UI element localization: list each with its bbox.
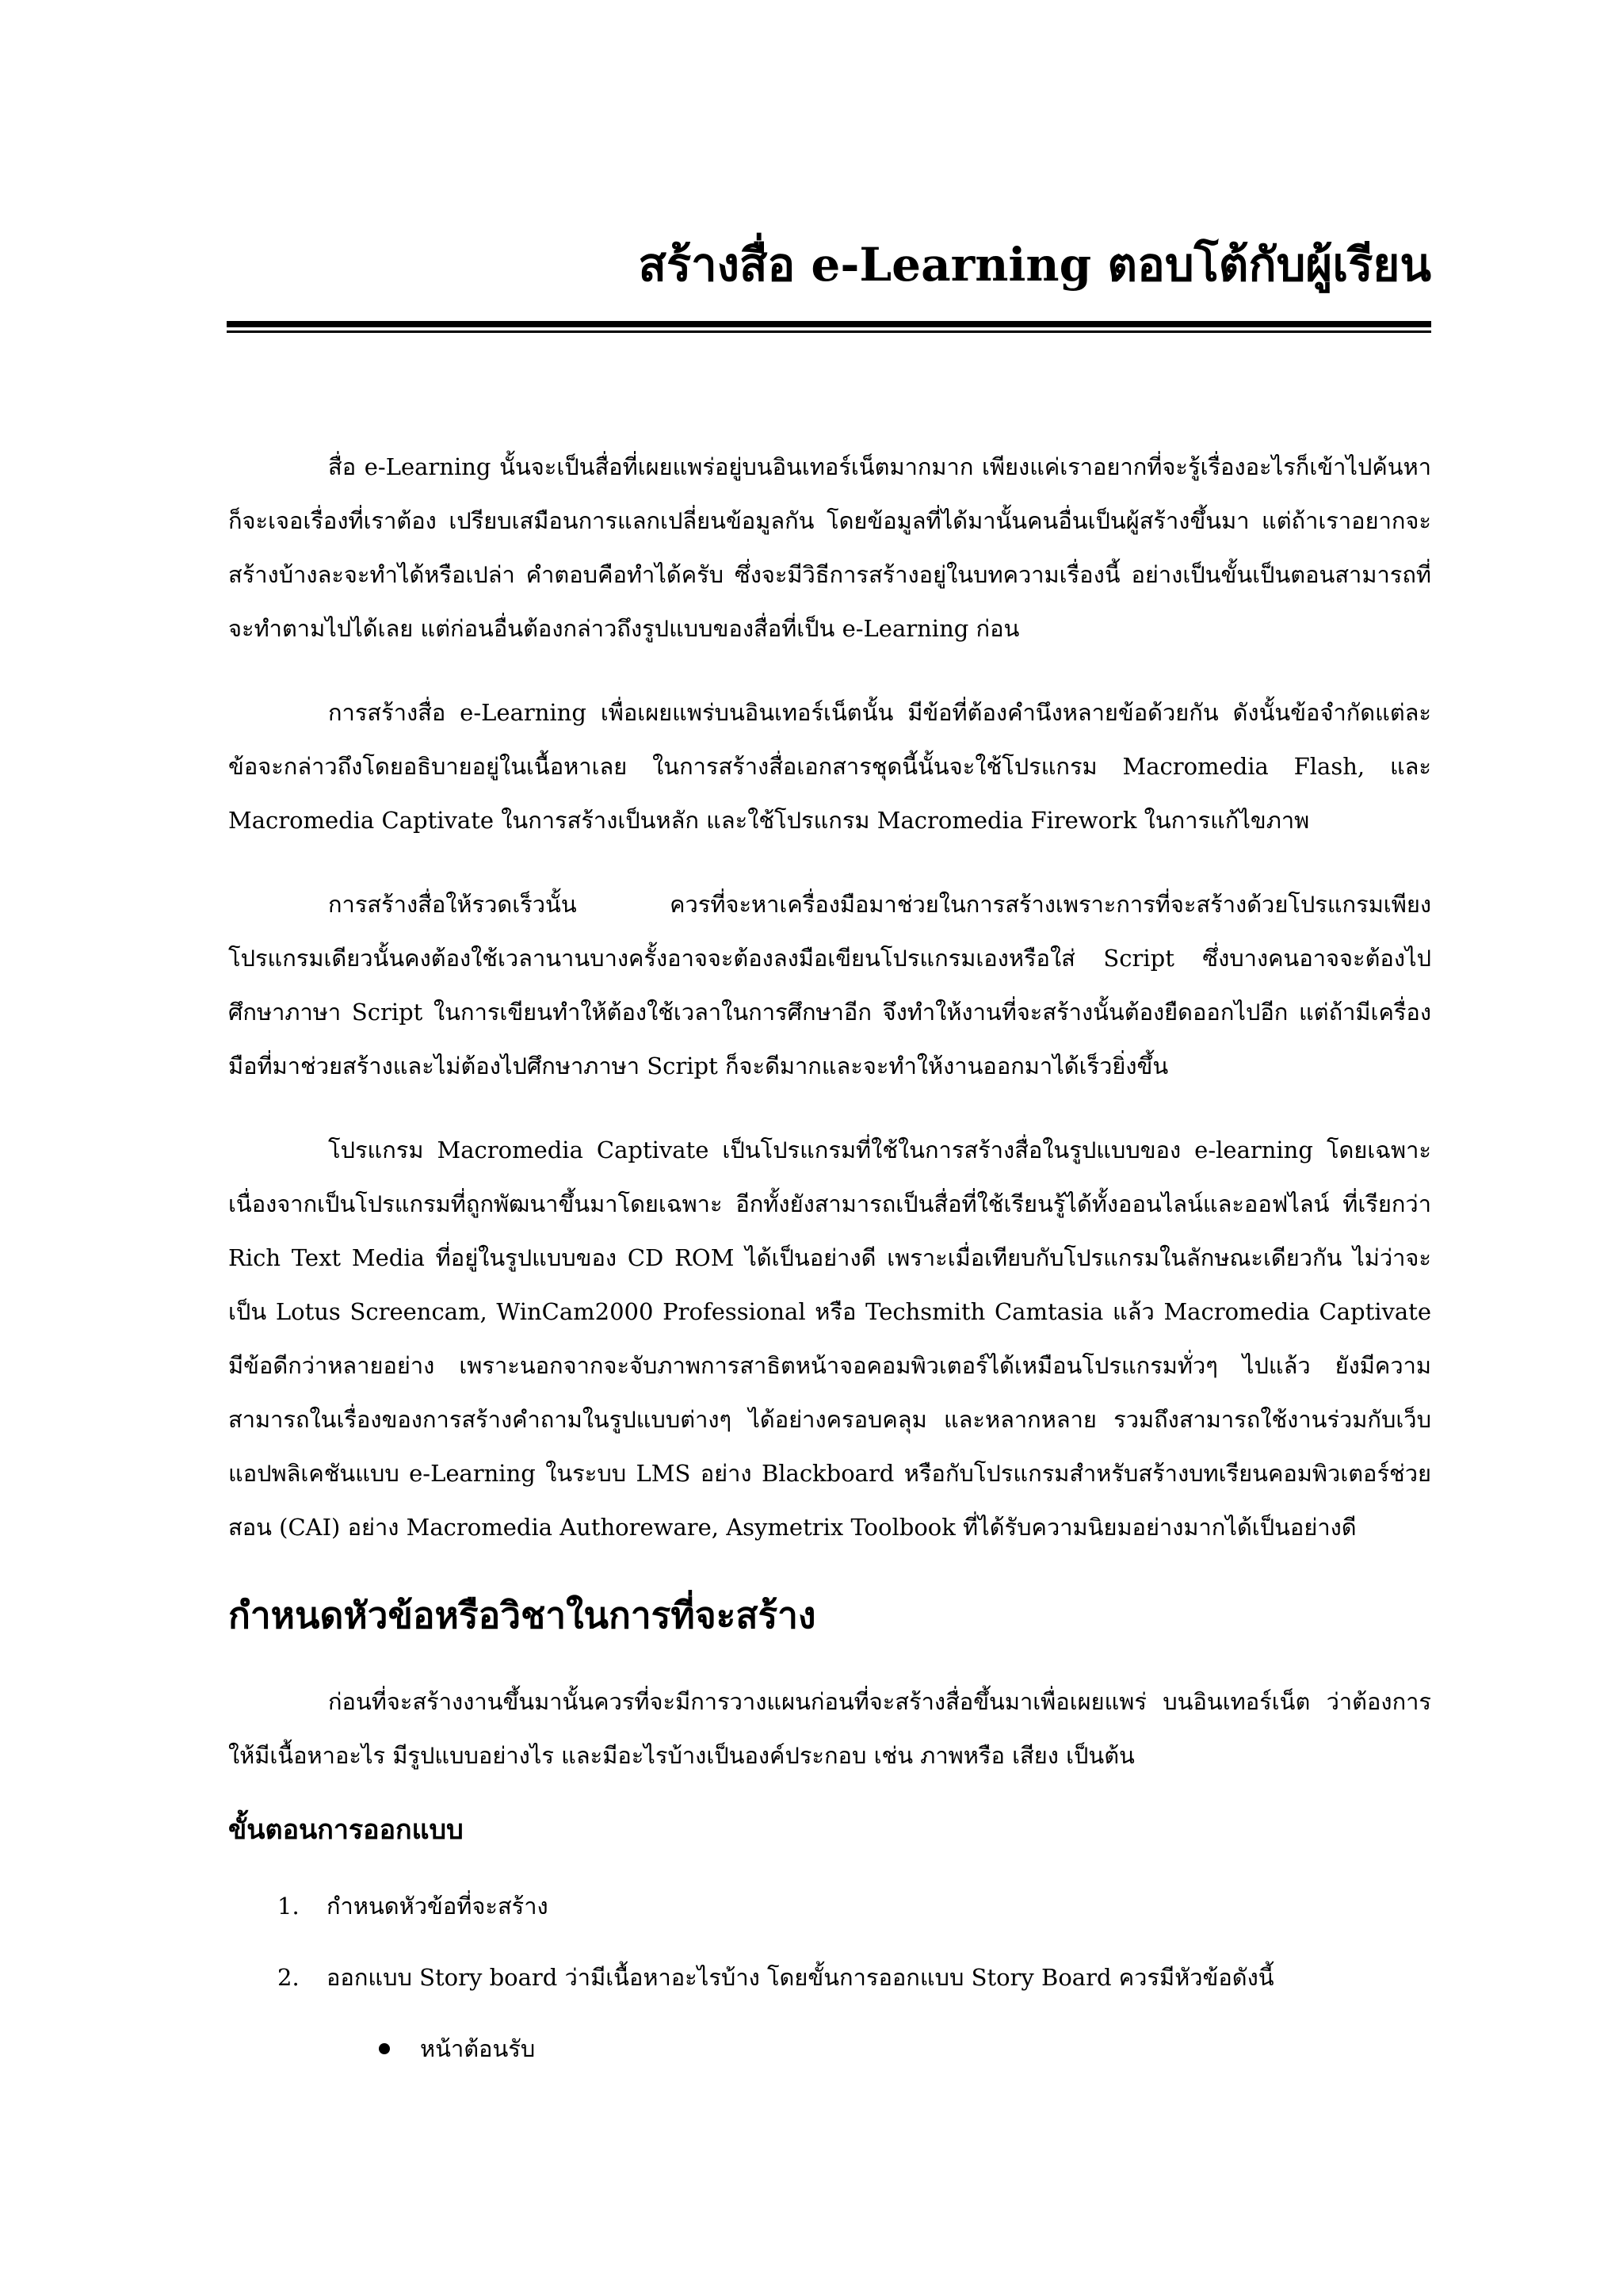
list-item bbox=[228, 1950, 1431, 2004]
document-body bbox=[228, 440, 1431, 2076]
list-item-text: กำหนดหัวข้อที่จะสร้าง bbox=[327, 1892, 548, 1920]
bullet-item-text: หน้าต้อนรับ bbox=[420, 2034, 536, 2062]
storyboard-topics-list bbox=[228, 2022, 1431, 2076]
list-item-number: 1. bbox=[277, 1892, 300, 1920]
list-item-text: ออกแบบ Story board ว่ามีเนื้อหาอะไรบ้าง โดยขั้นการออกแบบ Story Board ควรมีหัวข้อดังนี้ bbox=[327, 1963, 1274, 1991]
section-heading: กำหนดหัวข้อหรือวิชาในการที่จะสร้าง bbox=[228, 1594, 816, 1637]
intro-paragraph-2: การสร้างสื่อ e-Learning เพื่อเผยแพร่บนอินเทอร์เน็ตนั้น มีข้อที่ต้องคำนึงหลายข้อด้วยกัน ดังนั้นข้อจำกัดแต่ละข้อจะกล่าวถึงโดยอธิบายอยู่ในเนื้อหาเลย ในการสร้างสื่อเอกสารชุดนี้นั้นจะใช้โปรแกรม Macromedia Flash, และ Macromedia Captivate ในการสร้างเป็นหลัก และใช้โปรแกรม Macromedia Firework ในการแก้ไขภาพ bbox=[228, 699, 1431, 834]
bullet-item bbox=[228, 2022, 1431, 2076]
intro-paragraph-3: การสร้างสื่อให้รวดเร็วนั้น ควรที่จะหาเครื่องมือมาช่วยในการสร้างเพราะการที่จะสร้างด้วยโปรแกรมเพียงโปรแกรมเดียวนั้นคงต้องใช้เวลานานบางครั้งอาจจะต้องลงมือเขียนโปรแกรมเองหรือใส่ Script ซึ่งบางคนอาจจะต้องไปศึกษาภาษา Script ในการเขียนทำให้ต้องใช้เวลาในการศึกษาอีก จึงทำให้งานที่จะสร้างนั้นต้องยืดออกไปอีก แต่ถ้ามีเครื่องมือที่มาช่วยสร้างและไม่ต้องไปศึกษาภาษา Script ก็จะดีมากและจะทำให้งานออกมาได้เร็วยิ่งขึ้น bbox=[228, 891, 1431, 1079]
intro-paragraph-1: สื่อ e-Learning นั้นจะเป็นสื่อที่เผยแพร่อยู่บนอินเทอร์เน็ตมากมาก เพียงแค่เราอยากที่จะรู้เรื่องอะไรก็เข้าไปค้นหา ก็จะเจอเรื่องที่เราต้อง เปรียบเสมือนการแลกเปลี่ยนข้อมูลกัน โดยข้อมูลที่ได้มานั้นคนอื่นเป็นผู้สร้างขึ้นมา แต่ถ้าเราอยากจะสร้างบ้างละจะทำได้หรือเปล่า คำตอบคือทำได้ครับ ซึ่งจะมีวิธีการสร้างอยู่ในบทความเรื่องนี้ อย่างเป็นขั้นเป็นตอนสามารถที่จะทำตามไปได้เลย แต่ก่อนอื่นต้องกล่าวถึงรูปแบบของสื่อที่เป็น e-Learning ก่อน bbox=[228, 453, 1431, 642]
title-rule-thick bbox=[227, 321, 1431, 327]
section-paragraph: ก่อนที่จะสร้างงานขึ้นมานั้นควรที่จะมีการวางแผนก่อนที่จะสร้างสื่อขึ้นมาเพื่อเผยแพร่ บนอินเทอร์เน็ต ว่าต้องการให้มีเนื้อหาอะไร มีรูปแบบอย่างไร และมีอะไรบ้างเป็นองค์ประกอบ เช่น ภาพหรือ เสียง เป็นต้น bbox=[228, 1687, 1431, 1769]
page-title: สร้างสื่อ e-Learning ตอบโต้กับผู้เรียน bbox=[638, 238, 1431, 292]
intro-paragraph-4: โปรแกรม Macromedia Captivate เป็นโปรแกรมที่ใช้ในการสร้างสื่อในรูปแบบของ e-learning โดยเฉพาะ เนื่องจากเป็นโปรแกรมที่ถูกพัฒนาขึ้นมาโดยเฉพาะ อีกทั้งยังสามารถเป็นสื่อที่ใช้เรียนรู้ได้ทั้งออนไลน์และออฟไลน์ ที่เรียกว่า Rich Text Media ที่อยู่ในรูปแบบของ CD ROM ได้เป็นอย่างดี เพราะเมื่อเทียบกับโปรแกรมในลักษณะเดียวกัน ไม่ว่าจะเป็น Lotus Screencam, WinCam2000 Professional หรือ Techsmith Camtasia แล้ว Macromedia Captivate มีข้อดีกว่าหลายอย่าง เพราะนอกจากจะจับภาพการสาธิตหน้าจอคอมพิวเตอร์ได้เหมือนโปรแกรมทั่วๆ ไปแล้ว ยังมีความสามารถในเรื่องของการสร้างคำถามในรูปแบบต่างๆ ได้อย่างครอบคลุม และหลากหลาย รวมถึงสามารถใช้งานร่วมกับเว็บแอปพลิเคชันแบบ e-Learning ในระบบ LMS อย่าง Blackboard หรือกับโปรแกรมสำหรับสร้างบทเรียนคอมพิวเตอร์ช่วยสอน (CAI) อย่าง Macromedia Authoreware, Asymetrix Toolbook ที่ได้รับความนิยมอย่างมากได้เป็นอย่างดี bbox=[228, 1137, 1431, 1541]
subheading-design-steps: ขั้นตอนการออกแบบ bbox=[228, 1813, 464, 1846]
list-item bbox=[228, 1879, 1431, 1933]
bullet-dot-icon bbox=[379, 2043, 390, 2054]
title-rule-thin bbox=[227, 330, 1431, 333]
list-item-number: 2. bbox=[277, 1963, 300, 1991]
design-steps-list bbox=[228, 1879, 1431, 2004]
